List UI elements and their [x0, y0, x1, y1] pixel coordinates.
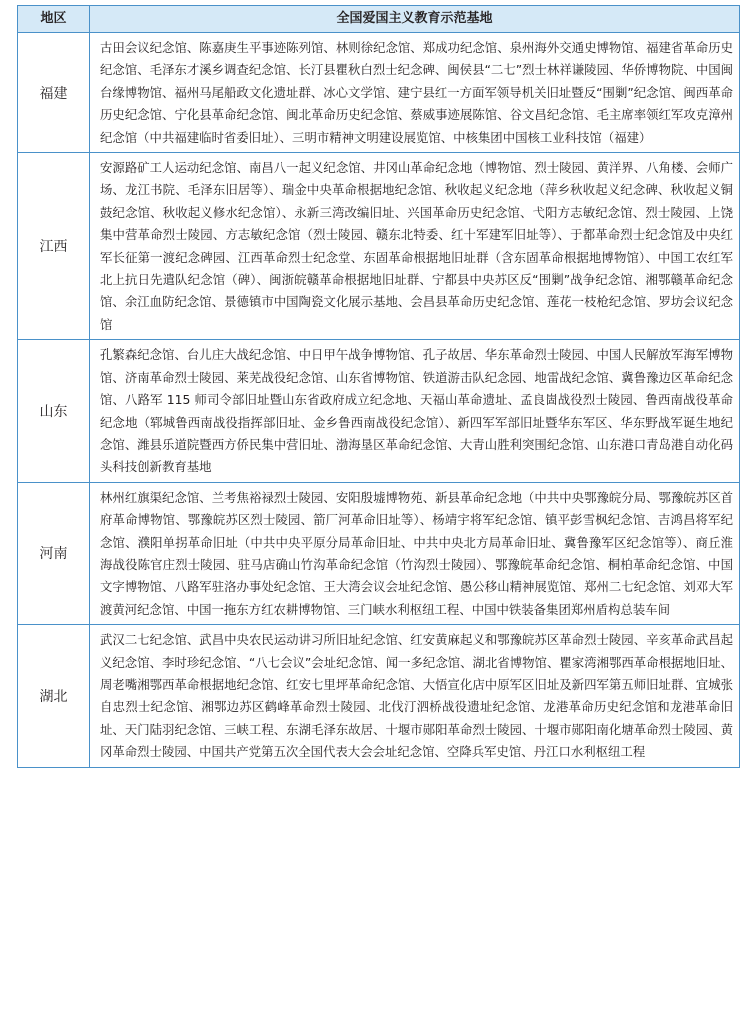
sites-cell: 孔繁森纪念馆、台儿庄大战纪念馆、中日甲午战争博物馆、孔子故居、华东革命烈士陵园、中国人民解放军海军博物馆、济南革命烈士陵园、莱芜战役纪念馆、山东省博物馆、铁道游击队纪念园、地雷战纪念馆、冀鲁豫边区革命纪念馆、八路军 115 师司令部旧址暨山东省政府成立纪念地、天福山革命遗址、孟良崮战役烈士陵园、鲁西南战役革命纪念地（郓城鲁西南战役指挥部旧址、金乡鲁西南战役纪念馆）、新四军军部旧址暨华东军区、华东野战军诞生地纪念馆、潍县乐道院暨西方侨民集中营旧址、渤海垦区革命纪念馆、大青山胜利突围纪念馆、山东港口青岛港自动化码头科技创新教育基地 [90, 340, 740, 482]
table-header [18, 6, 740, 33]
table-row-jiangxi [18, 153, 740, 340]
table-row-fujian [18, 33, 740, 153]
header-region: 地区 [18, 6, 90, 33]
sites-cell: 古田会议纪念馆、陈嘉庚生平事迹陈列馆、林则徐纪念馆、郑成功纪念馆、泉州海外交通史博物馆、福建省革命历史纪念馆、毛泽东才溪乡调查纪念馆、长汀县瞿秋白烈士纪念碑、闽侯县“二七”烈士林祥谦陵园、华侨博物院、中国闽台缘博物馆、福州马尾船政文化遗址群、冰心文学馆、建宁县红一方面军领导机关旧址暨反“围剿”纪念馆、闽西革命历史纪念馆、宁化县革命纪念馆、闽北革命历史纪念馆、蔡威事迹展陈馆、谷文昌纪念馆、毛主席率领红军攻克漳州纪念馆（中共福建临时省委旧址）、三明市精神文明建设展览馆、中核集团中国核工业科技馆（福建） [90, 33, 740, 153]
table-row-shandong [18, 340, 740, 482]
table-row-henan [18, 482, 740, 624]
sites-cell: 林州红旗渠纪念馆、兰考焦裕禄烈士陵园、安阳殷墟博物苑、新县革命纪念地（中共中央鄂豫皖分局、鄂豫皖苏区首府革命博物馆、鄂豫皖苏区烈士陵园、箭厂河革命旧址等）、杨靖宇将军纪念馆、镇平彭雪枫纪念馆、吉鸿昌将军纪念馆、濮阳单拐革命旧址（中共中央平原分局革命旧址、中共中央北方局革命旧址、冀鲁豫军区纪念馆等）、商丘淮海战役陈官庄烈士陵园、驻马店确山竹沟革命纪念馆（竹沟烈士陵园）、鄂豫皖革命纪念馆、桐柏革命纪念馆、中国文字博物馆、八路军驻洛办事处纪念馆、王大湾会议会址纪念馆、愚公移山精神展览馆、郑州二七纪念馆、刘邓大军渡黄河纪念馆、中国一拖东方红农耕博物馆、三门峡水利枢纽工程、中国中铁装备集团郑州盾构总装车间 [90, 482, 740, 624]
sites-cell: 武汉二七纪念馆、武昌中央农民运动讲习所旧址纪念馆、红安黄麻起义和鄂豫皖苏区革命烈士陵园、辛亥革命武昌起义纪念馆、李时珍纪念馆、“八七会议”会址纪念馆、闻一多纪念馆、湖北省博物馆、瞿家湾湘鄂西革命根据地旧址、周老嘴湘鄂西革命根据地纪念馆、红安七里坪革命纪念馆、大悟宣化店中原军区旧址及新四军第五师旧址群、宜城张自忠烈士纪念馆、湘鄂边苏区鹤峰革命烈士陵园、北伐汀泗桥战役遗址纪念馆、龙港革命历史纪念馆和龙港革命旧址、天门陆羽纪念馆、三峡工程、东湖毛泽东故居、十堰市郧阳革命烈士陵园、十堰市郧阳南化塘革命烈士陵园、黄冈革命烈士陵园、中国共产党第五次全国代表大会会址纪念馆、空降兵军史馆、丹江口水利枢纽工程 [90, 625, 740, 767]
sites-cell: 安源路矿工人运动纪念馆、南昌八一起义纪念馆、井冈山革命纪念地（博物馆、烈士陵园、黄洋界、八角楼、会师广场、龙江书院、毛泽东旧居等）、瑞金中央革命根据地纪念馆、秋收起义纪念地（萍乡秋收起义纪念碑、秋收起义铜鼓纪念馆、秋收起义修水纪念馆）、永新三湾改编旧址、兴国革命历史纪念馆、弋阳方志敏纪念馆、烈士陵园、上饶集中营革命烈士陵园、方志敏纪念馆（烈士陵园、赣东北特委、红十军建军旧址等）、于都革命烈士纪念馆及中央红军长征第一渡纪念碑园、江西革命烈士纪念堂、东固革命根据地旧址群（含东固革命根据地博物馆）、中国工农红军北上抗日先遣队纪念馆（碑）、闽浙皖赣革命根据地旧址群、宁都县中央苏区反“围剿”战争纪念馆、湘鄂赣革命纪念馆、余江血防纪念馆、景德镇市中国陶瓷文化展示基地、会昌县革命历史纪念馆、莲花一枝枪纪念馆、罗坊会议纪念馆 [90, 153, 740, 340]
table-row-hubei [18, 625, 740, 767]
region-cell: 福建 [18, 33, 90, 153]
table-body [18, 33, 740, 768]
header-row [18, 6, 740, 33]
education-base-table [17, 5, 740, 768]
region-cell: 湖北 [18, 625, 90, 767]
region-cell: 河南 [18, 482, 90, 624]
region-cell: 江西 [18, 153, 90, 340]
region-cell: 山东 [18, 340, 90, 482]
header-sites: 全国爱国主义教育示范基地 [90, 6, 740, 33]
